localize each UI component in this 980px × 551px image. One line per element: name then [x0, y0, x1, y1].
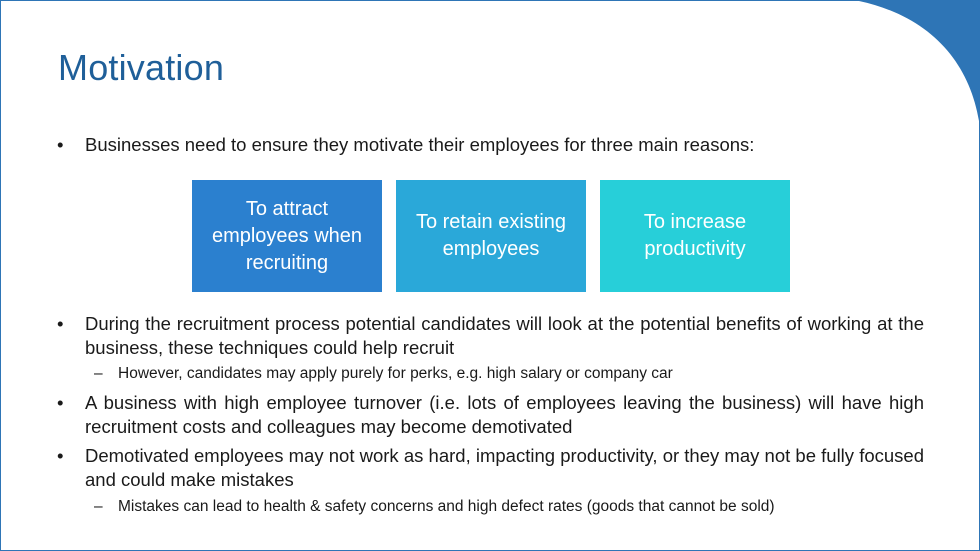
dash-icon: – [94, 365, 103, 382]
sub-point-text: However, candidates may apply purely for perks, e.g. high salary or company car [118, 365, 673, 382]
bullet-icon: • [57, 134, 64, 155]
reason-box-retain [396, 180, 586, 292]
point-text: A business with high employee turnover (i.e. lots of employees leaving the business) will have high recruitment costs and colleagues may become demotivated [85, 392, 924, 437]
bullet-icon: • [57, 445, 64, 466]
reason-box-attract [192, 180, 382, 292]
reason-box-label: To increase productivity [643, 211, 747, 260]
intro-bullet [57, 133, 755, 157]
reason-box-label: To retain existing employees [415, 211, 567, 260]
sub-point-text: Mistakes can lead to health & safety concerns and high defect rates (goods that cannot be sold) [118, 498, 775, 515]
point-text: Demotivated employees may not work as hard, impacting productivity, or they may not be fully focused and could make mistakes [85, 445, 924, 490]
corner-swoosh-decoration [819, 1, 979, 121]
point-bullet-turnover [57, 391, 924, 439]
dash-icon: – [94, 498, 103, 515]
bullet-icon: • [57, 313, 64, 334]
sub-point-mistakes [94, 497, 775, 517]
bullet-icon: • [57, 392, 64, 413]
reason-box-label: To attract employees when recruiting [211, 197, 363, 274]
sub-point-perks [94, 364, 673, 384]
intro-text: Businesses need to ensure they motivate their employees for three main reasons: [85, 134, 755, 155]
point-bullet-productivity [57, 444, 924, 492]
point-text: During the recruitment process potential candidates will look at the potential benefits of working at the business, these techniques could help recruit [85, 313, 924, 358]
slide-title: Motivation [58, 47, 225, 88]
reason-box-productivity [600, 180, 790, 292]
point-bullet-recruitment [57, 312, 924, 360]
